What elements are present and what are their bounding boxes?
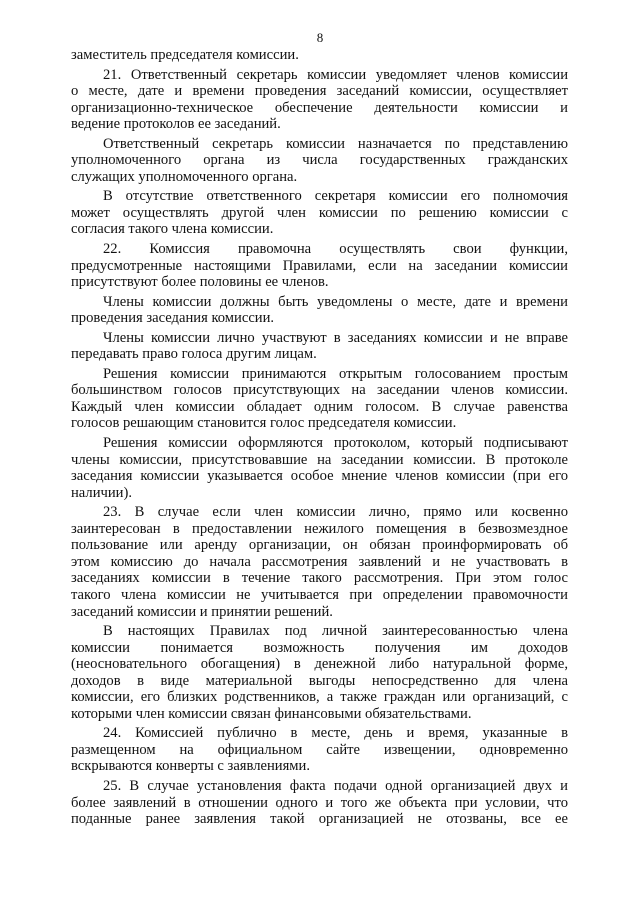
text-line: большинством голосов присутствующих на заседании членов комиссии. bbox=[71, 382, 568, 399]
paragraph bbox=[71, 435, 568, 501]
paragraph bbox=[71, 67, 568, 133]
text-line: которыми член комиссии связан финансовыми обязательствами. bbox=[71, 705, 472, 722]
text-line: вскрываются конверты с заявлениями. bbox=[71, 758, 310, 775]
text-line: организационно-техническое обеспечение деятельности комиссии и bbox=[71, 99, 568, 116]
text-line: ведение протоколов ее заседаний. bbox=[71, 116, 281, 133]
page-number: 8 bbox=[316, 30, 324, 45]
paragraph bbox=[71, 136, 568, 186]
text-line: Члены комиссии лично участвуют в заседаниях комиссии и не вправе bbox=[103, 329, 568, 346]
document-body bbox=[71, 47, 568, 828]
text-line: наличии). bbox=[71, 484, 132, 501]
text-line: Решения комиссии оформляются протоколом, который подписывают bbox=[103, 435, 568, 452]
text-line: пользование или аренду организации, он обязан проинформировать об bbox=[71, 537, 568, 554]
text-line: 25. В случае установления факта подачи одной организацией двух и bbox=[103, 777, 568, 794]
paragraph bbox=[71, 366, 568, 432]
text-line: размещенном на официальном сайте извещении, одновременно bbox=[71, 741, 568, 758]
text-line: может осуществлять другой член комиссии по решению комиссии с bbox=[71, 204, 568, 221]
text-line: уполномоченного органа из числа государственных гражданских bbox=[71, 152, 568, 169]
paragraph bbox=[71, 725, 568, 775]
text-line: заседания комиссии указывается особое мнение членов комиссии (при его bbox=[71, 468, 568, 485]
text-line: Ответственный секретарь комиссии назначается по представлению bbox=[103, 135, 568, 152]
paragraph bbox=[71, 330, 568, 363]
text-line: заместитель председателя комиссии. bbox=[71, 47, 299, 63]
paragraph bbox=[71, 778, 568, 828]
text-line: В настоящих Правилах под личной заинтересованностью члена bbox=[103, 623, 568, 640]
text-line: голосов решающим становится голос председателя комиссии. bbox=[71, 415, 457, 432]
text-line: присутствуют более половины ее членов. bbox=[71, 274, 329, 291]
text-line: В отсутствие ответственного секретаря комиссии его полномочия bbox=[103, 188, 568, 205]
text-line: заинтересован в предоставлении нежилого помещения в безвозмездное bbox=[71, 520, 568, 537]
paragraph bbox=[71, 188, 568, 238]
text-line: этом комиссию до начала рассмотрения заявлений и не участвовать в bbox=[71, 553, 568, 570]
text-line: члены комиссии, присутствовавшие на заседании комиссии. В протоколе bbox=[71, 451, 568, 468]
text-line: Члены комиссии должны быть уведомлены о месте, дате и времени bbox=[103, 293, 568, 310]
text-line: (неосновательного обогащения) в денежной либо натуральной форме, bbox=[71, 656, 568, 673]
text-line: заседаниях комиссии в течение такого рассмотрения. При этом голос bbox=[71, 570, 568, 587]
text-line: 23. В случае если член комиссии лично, прямо или косвенно bbox=[103, 504, 568, 521]
text-line: о месте, дате и времени проведения заседаний комиссии, осуществляет bbox=[71, 83, 568, 100]
paragraph bbox=[71, 241, 568, 291]
text-line: поданные ранее заявления такой организацией не отозваны, все ее bbox=[71, 811, 568, 828]
paragraph bbox=[71, 623, 568, 722]
text-line: 22. Комиссия правомочна осуществлять свои функции, bbox=[103, 241, 568, 258]
text-line: Решения комиссии принимаются открытым голосованием простым bbox=[103, 365, 568, 382]
text-line: 24. Комиссией публично в месте, день и время, указанные в bbox=[103, 725, 568, 742]
paragraph bbox=[71, 294, 568, 327]
text-line: заседаний комиссии и принятии решений. bbox=[71, 603, 333, 620]
text-line: проведения заседания комиссии. bbox=[71, 310, 275, 327]
text-line: Каждый член комиссии обладает одним голосом. В случае равенства bbox=[71, 398, 568, 415]
text-line: такого члена комиссии не учитывается при определении правомочности bbox=[71, 586, 568, 603]
text-line: доходов в виде материальной выгоды непосредственно для члена bbox=[71, 672, 568, 689]
text-line: более заявлений в отношении одного и того же объекта при условии, что bbox=[71, 794, 568, 811]
text-line: передавать право голоса другим лицам. bbox=[71, 346, 317, 363]
text-line: 21. Ответственный секретарь комиссии уведомляет членов комиссии bbox=[103, 66, 568, 83]
paragraph bbox=[71, 504, 568, 620]
text-line: согласия такого члена комиссии. bbox=[71, 221, 274, 238]
text-line: комиссии, его близких родственников, а также граждан или организаций, с bbox=[71, 689, 568, 706]
paragraph bbox=[71, 47, 568, 64]
text-line: предусмотренные настоящими Правилами, если на заседании комиссии bbox=[71, 257, 568, 274]
text-line: служащих уполномоченного органа. bbox=[71, 168, 298, 185]
text-line: комиссии понимается возможность получения им доходов bbox=[71, 639, 568, 656]
